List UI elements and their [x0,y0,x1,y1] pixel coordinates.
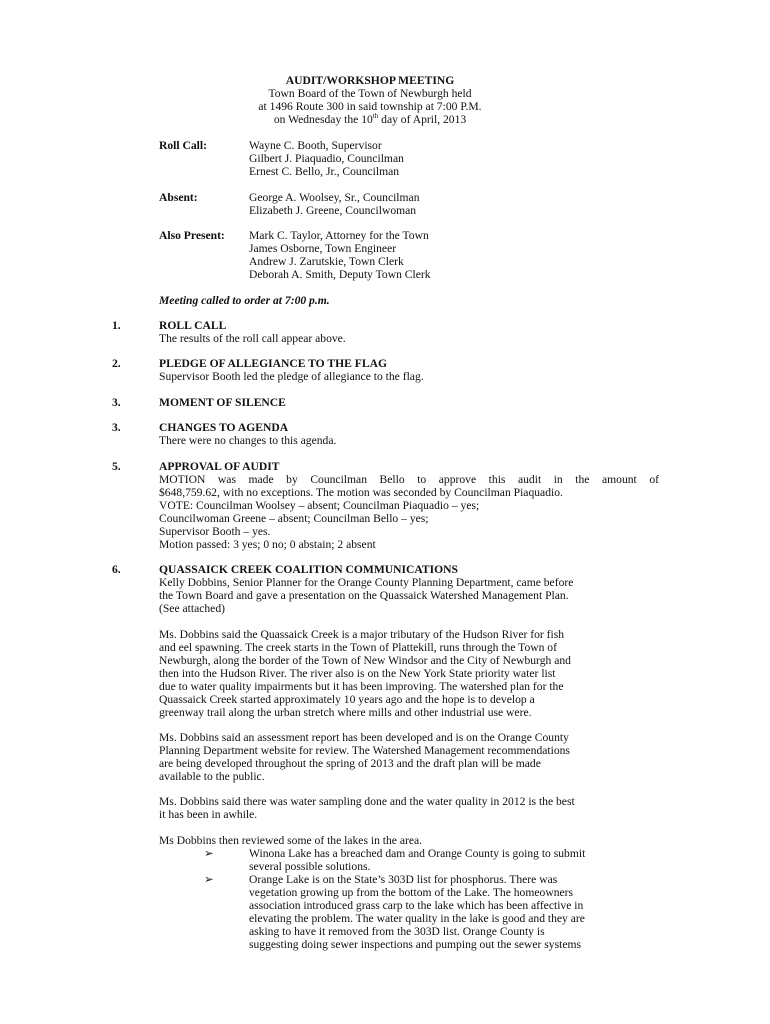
paragraph-line: Quassaick Creek started approximately 10 years ago and the hope is to develop a [159,693,535,706]
bullet-line: asking to have it removed from the 303D list. Orange County is [249,925,545,938]
also-present-name: James Osborne, Town Engineer [249,242,397,255]
item-number: 3. [112,421,121,434]
audit-motion [159,473,659,551]
paragraph-line: Ms. Dobbins said an assessment report has been developed and is on the Orange County [159,731,569,744]
bullet-line: vegetation growing up from the bottom of the Lake. The homeowners [249,886,574,899]
item-title: CHANGES TO AGENDA [159,421,289,434]
bullet-text [249,873,669,951]
roll-call-name: Gilbert J. Piaquadio, Councilman [249,152,404,165]
item-text: There were no changes to this agenda. [159,434,337,447]
audit-motion-line: Motion passed: 3 yes; 0 no; 0 abstain; 2 absent [159,538,376,551]
meeting-subtitle-line3 [160,113,580,126]
date-post: day of April, 2013 [378,113,467,126]
roll-call-name: Wayne C. Booth, Supervisor [249,139,382,152]
paragraph-line: then into the Hudson River. The river also is on the New York State priority water list [159,667,556,680]
bullet-line: association introduced grass carp to the lake which has been affective in [249,899,584,912]
paragraph-line: Planning Department website for review. The Watershed Management recommendations [159,744,570,757]
also-present-label: Also Present: [159,229,225,242]
dobbins-paragraph [159,795,659,821]
paragraph-line: Kelly Dobbins, Senior Planner for the Orange County Planning Department, came before [159,576,574,589]
paragraph-line: available to the public. [159,770,265,783]
paragraph-line: (See attached) [159,602,225,615]
called-to-order: Meeting called to order at 7:00 p.m. [159,294,330,307]
item-number: 1. [112,319,121,332]
item-text: The results of the roll call appear above. [159,332,346,345]
audit-motion-line: $648,759.62, with no exceptions. The motion was seconded by Councilman Piaquadio. [159,486,563,499]
item-title: ROLL CALL [159,319,227,332]
audit-motion-line: MOTION was made by Councilman Bello to approve this audit in the amount of [159,473,659,486]
paragraph-line: greenway trail along the urban stretch where mills and other industrial use were. [159,706,532,719]
bullet-line: Winona Lake has a breached dam and Orange County is going to submit [249,847,586,860]
bullet-line: elevating the problem. The water quality in the lake is good and they are [249,912,585,925]
dobbins-paragraph [159,731,659,783]
item-number: 3. [112,396,121,409]
absent-label: Absent: [159,191,198,204]
paragraph-line: Ms. Dobbins said there was water sampling done and the water quality in 2012 is the best [159,795,575,808]
paragraph-line: are being developed throughout the spring of 2013 and the draft plan will be made [159,757,541,770]
also-present-name: Andrew J. Zarutskie, Town Clerk [249,255,404,268]
dobbins-paragraph [159,628,659,719]
absent-name: George A. Woolsey, Sr., Councilman [249,191,420,204]
item-title: QUASSAICK CREEK COALITION COMMUNICATIONS [159,563,459,576]
arrow-bullet-icon: ➢ [204,873,214,886]
roll-call-label: Roll Call: [159,139,207,152]
paragraph-line: Ms Dobbins then reviewed some of the lakes in the area. [159,834,423,847]
paragraph-line: the Town Board and gave a presentation on the Quassaick Watershed Management Plan. [159,589,569,602]
meeting-subtitle-line2: at 1496 Route 300 in said township at 7:00 P.M. [258,100,482,113]
also-present-name: Mark C. Taylor, Attorney for the Town [249,229,429,242]
roll-call-name: Ernest C. Bello, Jr., Councilman [249,165,400,178]
dobbins-paragraph [159,834,659,847]
bullet-line: several possible solutions. [249,860,371,873]
item-text: Supervisor Booth led the pledge of allegiance to the flag. [159,370,424,383]
paragraph-line: due to water quality impairments but it has been improving. The watershed plan for the [159,680,564,693]
meeting-title: AUDIT/WORKSHOP MEETING [285,74,455,87]
item-number: 6. [112,563,121,576]
audit-motion-line: Councilwoman Greene – absent; Councilman Bello – yes; [159,512,429,525]
audit-motion-line: VOTE: Councilman Woolsey – absent; Councilman Piaquadio – yes; [159,499,480,512]
audit-motion-line: Supervisor Booth – yes. [159,525,271,538]
absent-name: Elizabeth J. Greene, Councilwoman [249,204,417,217]
meeting-subtitle-line1: Town Board of the Town of Newburgh held [268,87,472,100]
item-number: 5. [112,460,121,473]
date-pre: on Wednesday the 10 [273,113,373,126]
paragraph-line: and eel spawning. The creek starts in the Town of Plattekill, runs through the Town of [159,641,557,654]
item-title: APPROVAL OF AUDIT [159,460,280,473]
paragraph-line: Newburgh, along the border of the Town of New Windsor and the City of Newburgh and [159,654,571,667]
item-title: PLEDGE OF ALLEGIANCE TO THE FLAG [159,357,387,370]
paragraph-line: Ms. Dobbins said the Quassaick Creek is a major tributary of the Hudson River for fish [159,628,565,641]
arrow-bullet-icon: ➢ [204,847,214,860]
quassaick-intro [159,576,659,615]
item-number: 2. [112,357,121,370]
bullet-text [249,847,669,873]
date-ordinal-suffix: th [372,112,379,121]
also-present-name: Deborah A. Smith, Deputy Town Clerk [249,268,431,281]
bullet-line: suggesting doing sewer inspections and pumping out the sewer systems [249,938,581,951]
paragraph-line: it has been in awhile. [159,808,258,821]
item-title: MOMENT OF SILENCE [159,396,286,409]
bullet-line: Orange Lake is on the State’s 303D list for phosphorus. There was [249,873,558,886]
